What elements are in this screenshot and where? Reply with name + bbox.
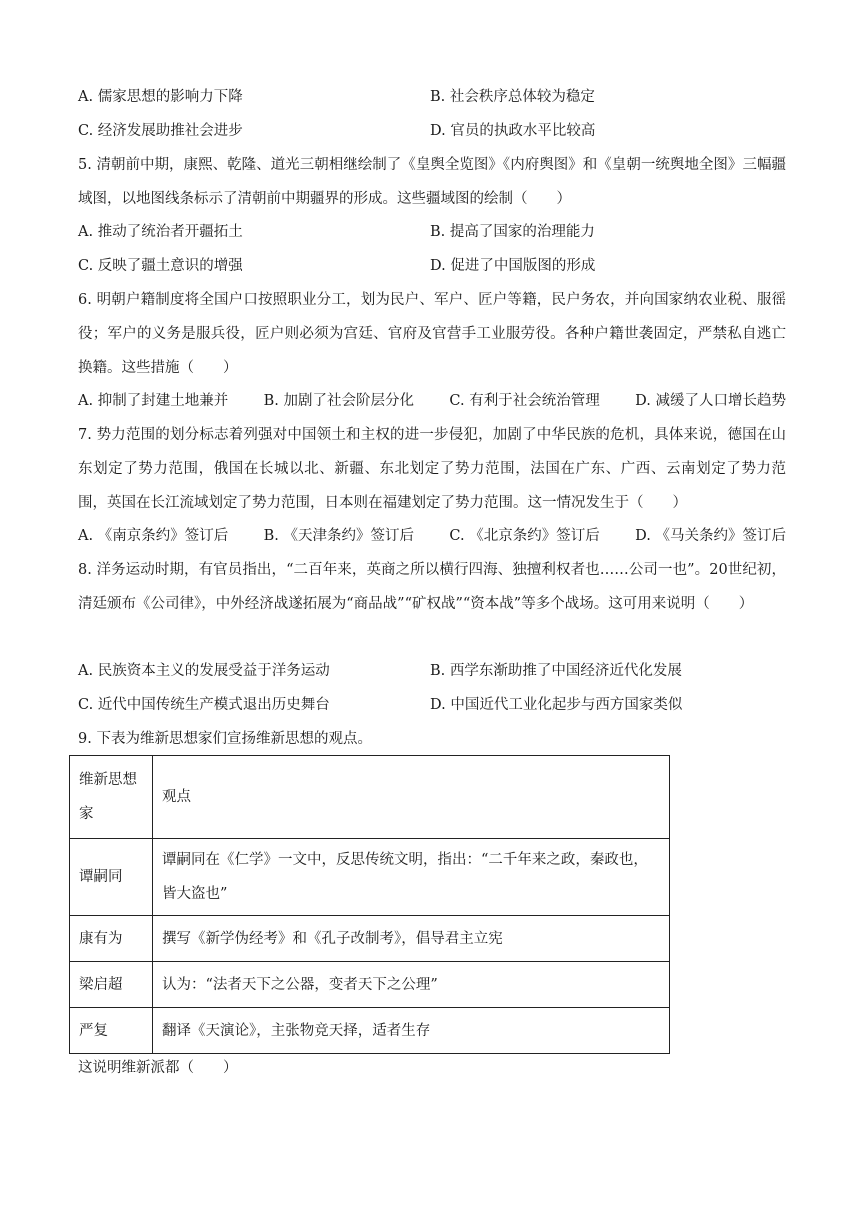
q5-stem: 5. 清朝前中期，康熙、乾隆、道光三朝相继绘制了《皇舆全览图》《内府舆图》和《皇朝一统舆地全图》三幅疆域图，以地图线条标示了清朝前中期疆界的形成。这些疆域图的绘制（ ） <box>78 157 786 207</box>
q7-options <box>78 526 786 546</box>
q8-option-a: A. 民族资本主义的发展受益于洋务运动 <box>78 663 330 679</box>
table-row <box>70 1008 670 1054</box>
q7-option-b: B. 《天津条约》签订后 <box>263 528 414 544</box>
q6-option-a: A. 抑制了封建土地兼并 <box>78 393 229 409</box>
q9-table <box>69 755 670 1054</box>
q7-stem: 7. 势力范围的划分标志着列强对中国领土和主权的进一步侵犯，加剧了中华民族的危机，具体来说，德国在山东划定了势力范围，俄国在长城以北、新疆、东北划定了势力范围，法国在广东、广西、云南划定了势力范围，英国在长江流域划定了势力范围，日本则在福建划定了势力范围。这一情况发生于（ ） <box>78 427 786 511</box>
table-cell-view: 谭嗣同在《仁学》一文中，反思传统文明，指出：“二千年来之政，秦政也，皆大盗也” <box>153 839 670 916</box>
table-row <box>70 839 670 916</box>
table-row <box>70 916 670 962</box>
q4-option-c: C. 经济发展助推社会进步 <box>78 123 243 139</box>
q8-option-b: B. 西学东渐助推了中国经济近代化发展 <box>430 663 682 679</box>
table-cell-thinker: 康有为 <box>70 916 153 962</box>
table-cell-thinker: 梁启超 <box>70 962 153 1008</box>
q8-option-d: D. 中国近代工业化起步与西方国家类似 <box>430 697 683 713</box>
table-cell-thinker: 谭嗣同 <box>70 839 153 916</box>
q4-option-b: B. 社会秩序总体较为稳定 <box>430 89 595 105</box>
table-row <box>70 962 670 1008</box>
q6-option-c: C. 有利于社会统治管理 <box>449 393 600 409</box>
table-header-row <box>70 756 670 839</box>
q6-option-d: D. 减缓了人口增长趋势 <box>635 393 786 409</box>
table-cell-thinker: 严复 <box>70 1008 153 1054</box>
table-header-thinker: 维新思想家 <box>70 756 153 839</box>
q5-option-a: A. 推动了统治者开疆拓土 <box>78 224 243 240</box>
q5-option-d: D. 促进了中国版图的形成 <box>430 258 596 274</box>
q7-option-d: D. 《马关条约》签订后 <box>635 528 786 544</box>
q7-option-c: C. 《北京条约》签订后 <box>449 528 600 544</box>
table-cell-view: 翻译《天演论》，主张物竞天择，适者生存 <box>153 1008 670 1054</box>
q7-option-a: A. 《南京条约》签订后 <box>78 528 229 544</box>
q4-option-a: A. 儒家思想的影响力下降 <box>78 89 243 105</box>
q8-option-c: C. 近代中国传统生产模式退出历史舞台 <box>78 697 330 713</box>
q4-option-d: D. 官员的执政水平比较高 <box>430 123 596 139</box>
table-cell-view: 认为：“法者天下之公器，变者天下之公理” <box>153 962 670 1008</box>
q9-tail: 这说明维新派都（ ） <box>78 1060 238 1076</box>
table-cell-view: 撰写《新学伪经考》和《孔子改制考》，倡导君主立宪 <box>153 916 670 962</box>
q6-stem: 6. 明朝户籍制度将全国户口按照职业分工，划为民户、军户、匠户等籍，民户务农，并向国家纳农业税、服徭役；军户的义务是服兵役，匠户则必须为宫廷、官府及官营手工业服劳役。各种户籍世袭固定，严禁私自逃亡换籍。这些措施（ ） <box>78 292 786 376</box>
q9-stem: 9. 下表为维新思想家们宣扬维新思想的观点。 <box>78 731 372 747</box>
q6-option-b: B. 加剧了社会阶层分化 <box>263 393 414 409</box>
q8-stem: 8. 洋务运动时期，有官员指出，“二百年来，英商之所以横行四海、独擅利权者也……公司一也”。20世纪初，清廷颁布《公司律》，中外经济战遂拓展为“商品战”“矿权战”“资本战”等多个战场。这可用来说明（ ） <box>78 562 786 612</box>
q5-option-b: B. 提高了国家的治理能力 <box>430 224 595 240</box>
table-header-view: 观点 <box>153 756 670 839</box>
q6-options <box>78 391 786 411</box>
q5-option-c: C. 反映了疆土意识的增强 <box>78 258 243 274</box>
